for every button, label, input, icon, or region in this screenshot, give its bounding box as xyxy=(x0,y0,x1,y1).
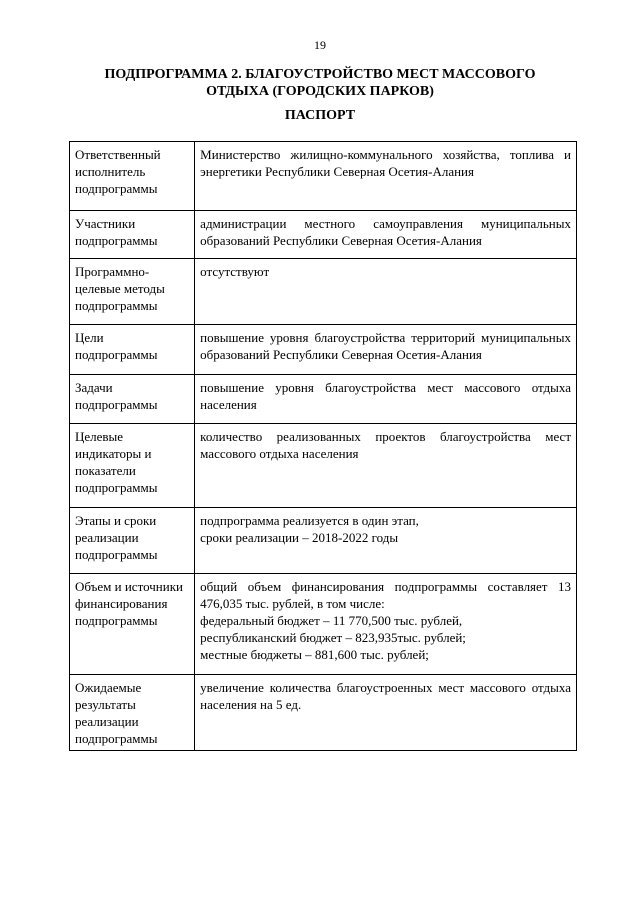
row-label: Целевые индикаторы и показатели подпрограммы xyxy=(70,424,195,508)
value-line: общий объем финансирования подпрограммы составляет 13 476,035 тыс. рублей, в том числе: xyxy=(200,579,571,611)
page-number: 19 xyxy=(314,38,326,52)
row-value: Министерство жилищно-коммунального хозяйства, топлива и энергетики Республики Северная Осетия-Алания xyxy=(195,142,577,211)
table-row xyxy=(70,424,577,508)
table-row xyxy=(70,259,577,325)
value-line: сроки реализации – 2018-2022 годы xyxy=(200,530,399,545)
row-label: Цели подпрограммы xyxy=(70,325,195,375)
row-value: повышение уровня благоустройства территорий муниципальных образований Республики Северная Осетия-Алания xyxy=(195,325,577,375)
row-value: администрации местного самоуправления муниципальных образований Республики Северная Осетия-Алания xyxy=(195,211,577,259)
row-label: Ожидаемые результаты реализации подпрограммы xyxy=(70,675,195,751)
page-subtitle: ПАСПОРТ xyxy=(284,108,356,123)
table-row xyxy=(70,508,577,574)
value-line: республиканский бюджет – 823,935тыс. рублей; xyxy=(200,630,466,645)
title-line-2: ОТДЫХА (ГОРОДСКИХ ПАРКОВ) xyxy=(206,84,434,99)
row-value: отсутствуют xyxy=(195,259,577,325)
table-row xyxy=(70,211,577,259)
row-label: Ответственный исполнитель подпрограммы xyxy=(70,142,195,211)
row-label: Участники подпрограммы xyxy=(70,211,195,259)
row-value: увеличение количества благоустроенных мест массового отдыха населения на 5 ед. xyxy=(195,675,577,751)
row-value: количество реализованных проектов благоустройства мест массового отдыха населения xyxy=(195,424,577,508)
table-row xyxy=(70,375,577,424)
value-line: местные бюджеты – 881,600 тыс. рублей; xyxy=(200,647,429,662)
table-row xyxy=(70,325,577,375)
page-title xyxy=(60,66,580,100)
row-label: Задачи подпрограммы xyxy=(70,375,195,424)
table-row xyxy=(70,675,577,751)
value-line: федеральный бюджет – 11 770,500 тыс. рублей, xyxy=(200,613,463,628)
title-line-1: ПОДПРОГРАММА 2. БЛАГОУСТРОЙСТВО МЕСТ МАССОВОГО xyxy=(104,67,536,82)
passport-table xyxy=(69,141,577,751)
row-value xyxy=(195,574,577,675)
row-value: повышение уровня благоустройства мест массового отдыха населения xyxy=(195,375,577,424)
row-label: Этапы и сроки реализации подпрограммы xyxy=(70,508,195,574)
table-row xyxy=(70,142,577,211)
value-line: подпрограмма реализуется в один этап, xyxy=(200,513,419,528)
row-label: Объем и источники финансирования подпрограммы xyxy=(70,574,195,675)
table-row xyxy=(70,574,577,675)
row-value xyxy=(195,508,577,574)
row-label: Программно-целевые методы подпрограммы xyxy=(70,259,195,325)
